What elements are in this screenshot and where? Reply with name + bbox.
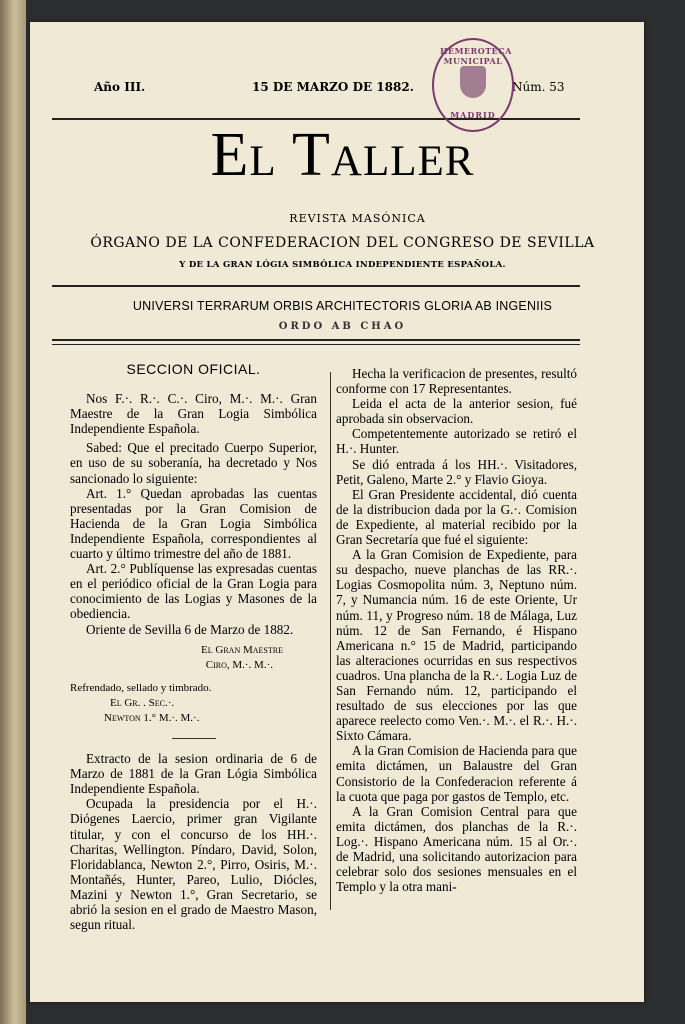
column-separator [330, 372, 331, 910]
masthead-organ: ÓRGANO DE LA CONFEDERACION DEL CONGRESO DE SEVILLA [90, 235, 595, 251]
masthead-rule [52, 285, 580, 287]
motto: UNIVERSI TERRARUM ORBIS ARCHITECTORIS GLORIA AB INGENIIS [132, 299, 553, 313]
article-1: Art. 1.° Quedan aprobadas las cuentas presentadas por la Gran Comision de Hacienda de la Gran Logia Simbólica Independiente Española, correspondientes al cuarto y último trimestre del año de 1881. [70, 485, 317, 562]
signature-name: Ciro, M.·. M.·. [205, 658, 273, 671]
central-commission: A la Gran Comision Central para que emita dictámen, dos planchas de la R.·. Log.·. Hispano Americana núm. 15 al Or.·. de Madrid, una solicitando autorizacion para celebrar solo dos sesiones mensuales en el Templo y la otra mani- [336, 803, 577, 895]
session-extract-title: Extracto de la sesion ordinaria de 6 de Marzo de 1881 de la Gran Lógia Simbólica Independiente Española. [70, 751, 317, 797]
hacienda-commission: A la Gran Comision de Hacienda para que emita dictámen, un Balaustre del Gran Consistorio de la Confederacion referente á la cuota que paga por gastos de Templo, etc. [336, 743, 577, 804]
masthead-title [0, 121, 685, 189]
expediente-commission: A la Gran Comision de Expediente, para su despacho, nueve planchas de las RR.·. Logias Cosmopolita núm. 3, Neptuno núm. 7, y Numancia núm. 16 de este Oriente, Ur núm. 11, y Progreso núm. 18 de Málaga, Luz núm. 12 de San Fernando, é Hispano Americana n.° 15 de Madrid, participando las alteraciones ocurridas en sus respectivos cuadros. Una plancha de la R.·. Logia Luz de San Fernando núm. 12, participando el resultado de sus elecciones por las que aparece reelecto como Ven.·. M.·. el R.·. H.·. Sixto Cámara. [336, 547, 577, 744]
countersign-name: Newton 1.° M.·. M.·. [104, 711, 200, 724]
masthead-organ-2: Y DE LA GRAN LÓGIA SIMBÓLICA INDEPENDIENTE ESPAÑOLA. [179, 260, 506, 270]
decree-intro: Nos F.·. R.·. C.·. Ciro, M.·. M.·. Gran Maestre de la Gran Logia Simbólica Independiente Española. [70, 391, 317, 437]
section-divider [172, 738, 216, 739]
masthead-title-text: El Taller [210, 121, 475, 189]
decree-text: Sabed: Que el precitado Cuerpo Superior, en uso de su soberanía, ha decretado y Nos sancionado lo siguiente: [70, 440, 317, 486]
hunter-retired: Competentemente autorizado se retiró el H.·. Hunter. [336, 426, 577, 457]
library-stamp [432, 38, 514, 132]
decree-place-date: Oriente de Sevilla 6 de Marzo de 1882. [86, 621, 294, 637]
masthead-subtitle: REVISTA MASÓNICA [289, 212, 426, 225]
distribution-report: El Gran Presidente accidental, dió cuenta de la distribucion dada por la G.·. Comision de Expediente, al material recibido por la Gran Secretaría que fué el siguiente: [336, 486, 577, 548]
section-title: SECCION OFICIAL. [126, 361, 261, 377]
ordo-ab-chao: ORDO AB CHAO [278, 321, 407, 332]
countersign-note: Refrendado, sellado y timbrado. [70, 681, 212, 694]
issue-date: 15 DE MARZO DE 1882. [252, 80, 414, 94]
visitors-entry: Se dió entrada á los HH.·. Visitadores, Petit, Galeno, Marte 2.° y Flavio Gioya. [336, 456, 577, 487]
double-rule-top [52, 339, 580, 341]
minutes-approval: Leida el acta de la anterior sesion, fué aprobada sin observacion. [336, 396, 577, 427]
issue-number: Núm. 53 [512, 80, 565, 94]
stamp-bottom-text: MADRID [450, 110, 496, 120]
right-column [336, 366, 577, 894]
attendance-check: Hecha la verificacion de presentes, resultó conforme con 17 Representantes. [336, 366, 577, 397]
signature-title: El Gran Maestre [201, 643, 283, 656]
countersign-title: El Gr. . Sec.·. [110, 696, 175, 709]
stamp-top-text: HEMEROTECA MUNICIPAL [440, 46, 512, 66]
year-label: Año III. [94, 80, 146, 94]
article-2: Art. 2.° Publíquense las expresadas cuentas en el periódico oficial de la Gran Logia para conocimiento de las Logias y Masones de la obediencia. [70, 561, 317, 622]
left-column [70, 362, 317, 932]
coat-of-arms-icon [460, 66, 486, 98]
session-presidency: Ocupada la presidencia por el H.·. Diógenes Laercio, primer gran Vigilante titular, y con el concurso de los HH.·. Charitas, Wellington. Píndaro, David, Solon, Floridablanca, Newton 2.°, Pirro, Osiris, M.·. Montañés, Hunter, Pareo, Lulio, Diócles, Mazini y Newton 1.°, Gran Secretario, se abrió la sesion en el grado de Maestro Mason, segun ritual. [70, 796, 317, 933]
double-rule-bottom [52, 344, 580, 345]
